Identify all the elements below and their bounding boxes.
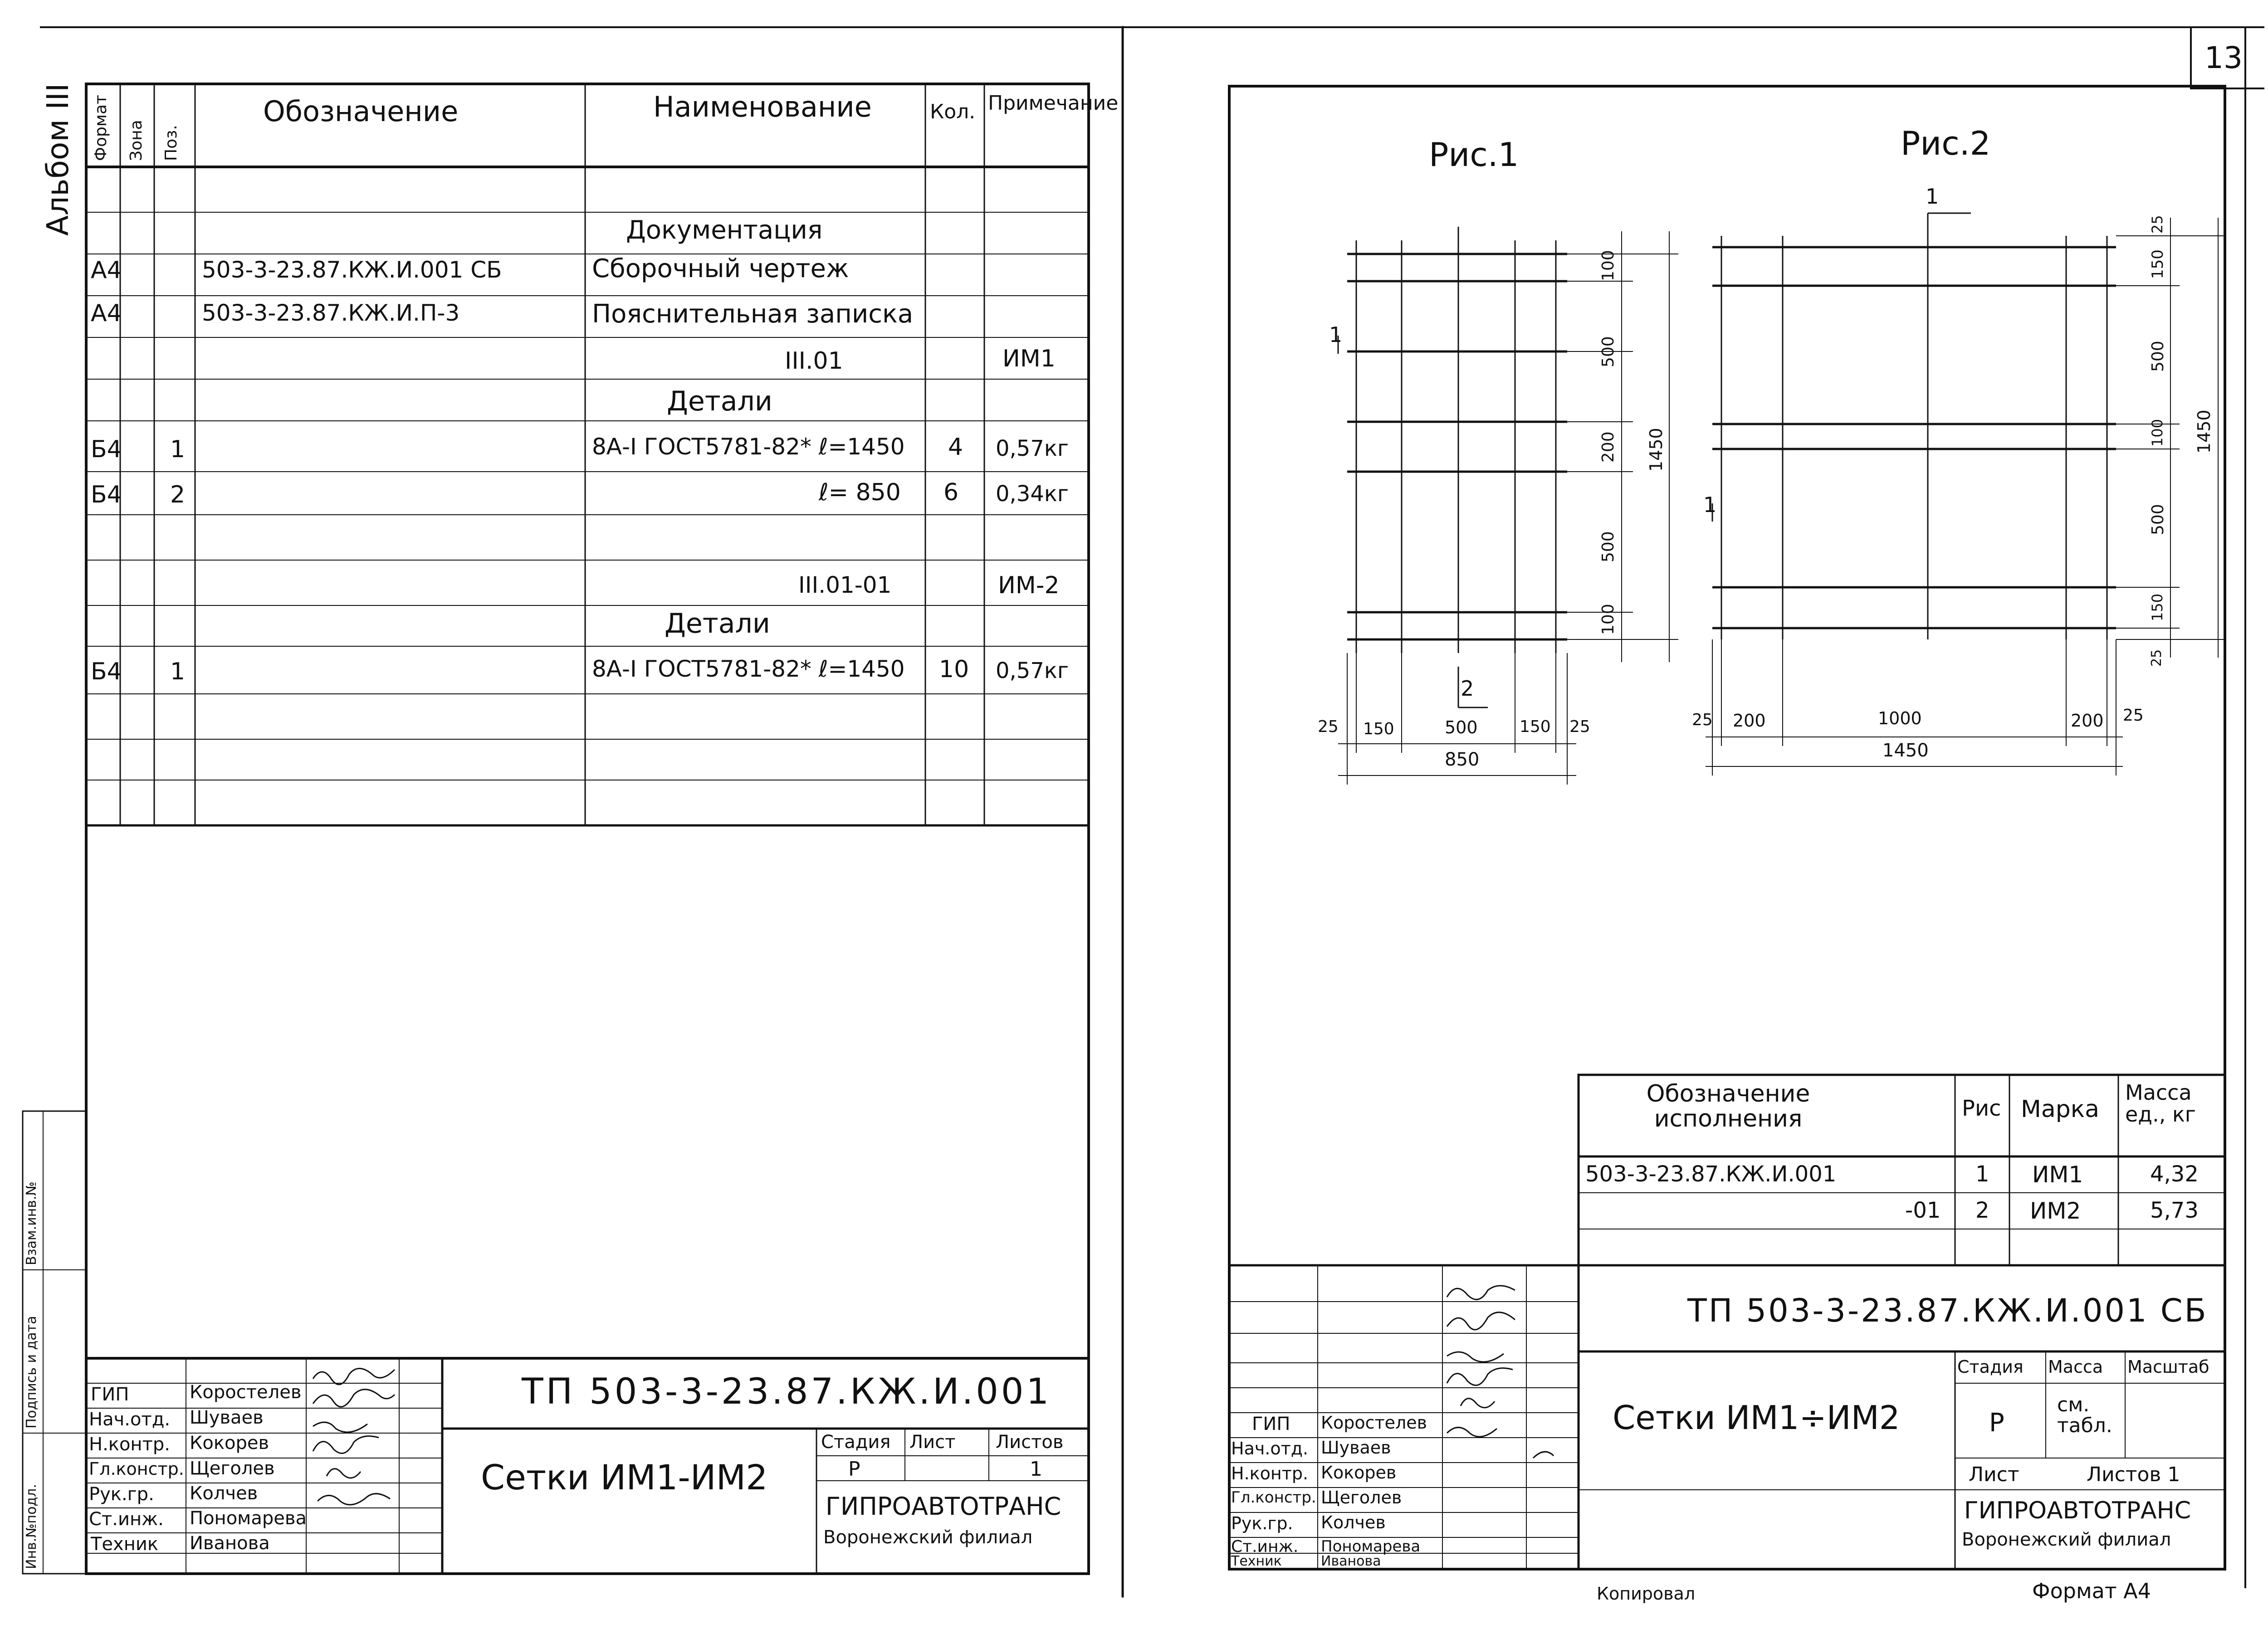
fig1-dim-bottom: 150 [1363, 720, 1394, 738]
left-doc-code: ТП 503-3-23.87.КЖ.И.001 [522, 1371, 1052, 1412]
personnel-name: Коростелев [190, 1382, 302, 1403]
personnel-name: Щеголев [190, 1458, 275, 1479]
right-org: ГИПРОАВТОТРАНС [1964, 1497, 2191, 1524]
spec-row-qty: 10 [939, 656, 969, 683]
spec-row-designation: 503-3-23.87.КЖ.И.001 СБ [202, 257, 502, 283]
fig1-dim-bottom: 25 [1318, 717, 1339, 736]
spec-row-name: Пояснительная записка [592, 299, 914, 329]
spec-row-name: 8А-I ГОСТ5781-82* ℓ=1450 [592, 656, 905, 682]
fig2-dim-right: 150 [2149, 593, 2166, 621]
spec-row-format: Б4 [91, 436, 122, 463]
right-doc-code: ТП 503-3-23.87.КЖ.И.001 СБ [1687, 1292, 2208, 1329]
personnel-name: Щеголев [1321, 1488, 1402, 1507]
personnel-name: Шуваев [1321, 1438, 1391, 1458]
left-sheets-header: Листов [996, 1432, 1064, 1453]
fig2-dim-right: 25 [2149, 215, 2166, 234]
fig1-total-width: 850 [1445, 749, 1480, 770]
right-scale-header: Масштаб [2127, 1357, 2209, 1377]
spec-row-pos: 1 [170, 658, 186, 685]
spec-row-name: ℓ= 850 [819, 479, 901, 506]
fig2-total-width: 1450 [1882, 740, 1929, 761]
spec-row-designation: 503-3-23.87.КЖ.И.П-3 [202, 300, 460, 326]
exec-header-designation: Обозначение исполнения [1646, 1080, 1810, 1132]
personnel-name: Кокорев [190, 1433, 269, 1454]
personnel-role: Рук.гр. [89, 1484, 154, 1505]
fig2-mesh [1706, 213, 2225, 776]
fig1-dim-bottom: 500 [1445, 717, 1478, 737]
fig2-dim-bottom: 200 [2071, 711, 2104, 731]
spec-row-note: 0,57кг [996, 436, 1069, 461]
fig2-dim-right: 100 [2149, 419, 2166, 447]
personnel-role: Техник [91, 1534, 159, 1555]
header-qty: Кол. [930, 100, 976, 123]
exec-row-fig: 1 [1975, 1161, 1989, 1187]
personnel-role: Ст.инж. [1231, 1537, 1299, 1556]
fig1-section-1: 1 [1329, 322, 1343, 347]
personnel-name: Колчев [190, 1483, 258, 1504]
fig2-section-1-side: 1 [1703, 493, 1717, 517]
fig1-title: Рис.1 [1429, 136, 1519, 174]
fig1-dim-bottom: 25 [1569, 717, 1590, 736]
header-designation: Обозначение [263, 95, 459, 128]
fig2-dim-bottom: 25 [2123, 706, 2144, 725]
footer-format: Формат А4 [2032, 1579, 2151, 1603]
fig1-dim-right: 500 [1599, 531, 1618, 562]
right-branch: Воронежский филиал [1962, 1529, 2171, 1550]
header-note: Примечание [988, 92, 1119, 115]
exec-row-mark: ИМ1 [2032, 1161, 2083, 1188]
fig2-section-1: 1 [1926, 184, 1939, 209]
spec-row-name: 8А-I ГОСТ5781-82* ℓ=1450 [592, 434, 905, 460]
personnel-name: Шуваев [190, 1407, 264, 1428]
right-doc-title: Сетки ИМ1÷ИМ2 [1613, 1399, 1900, 1437]
fig1-dim-right: 100 [1599, 250, 1618, 281]
personnel-role: Техник [1231, 1553, 1282, 1569]
left-sheet-header: Лист [909, 1432, 956, 1453]
exec-header-mark: Марка [2021, 1096, 2100, 1123]
right-mass-header: Масса [2048, 1357, 2103, 1377]
fig1-total-height: 1450 [1646, 428, 1666, 472]
personnel-role: Гл.констр. [89, 1459, 184, 1479]
left-stage-value: Р [848, 1458, 860, 1481]
fig1-mesh [1338, 227, 1678, 785]
exec-row-mass: 4,32 [2150, 1161, 2199, 1187]
spec-row-name: III.01-01 [798, 572, 892, 598]
personnel-role: Ст.инж. [89, 1509, 164, 1530]
exec-row-mark: ИМ2 [2030, 1198, 2081, 1224]
personnel-name: Кокорев [1321, 1463, 1397, 1483]
personnel-name: Иванова [1321, 1553, 1381, 1569]
fig2-dim-right: 500 [2149, 341, 2167, 372]
fig1-dim-bottom: 150 [1520, 717, 1551, 736]
right-sheet-label: Лист [1969, 1463, 2019, 1486]
right-sheets-label: Листов 1 [2087, 1463, 2180, 1486]
fig2-dim-right: 500 [2149, 504, 2167, 535]
fig2-total-height: 1450 [2194, 410, 2214, 454]
left-doc-title: Сетки ИМ1-ИМ2 [481, 1457, 768, 1497]
footer-copied: Копировал [1597, 1584, 1696, 1604]
personnel-role: Н.контр. [1231, 1463, 1309, 1483]
exec-row-fig: 2 [1975, 1198, 1989, 1223]
fig2-dim-bottom: 200 [1733, 711, 1766, 731]
right-stage-value: Р [1989, 1408, 2004, 1438]
personnel-name: Пономарева [1321, 1537, 1421, 1556]
personnel-name: Коростелев [1321, 1413, 1427, 1433]
personnel-role: ГИП [1252, 1414, 1290, 1434]
personnel-role: Рук.гр. [1231, 1513, 1293, 1533]
left-sheets-value: 1 [1030, 1458, 1042, 1481]
personnel-role: ГИП [91, 1384, 129, 1405]
stamp-signature-date: Подпись и дата [24, 1316, 39, 1429]
exec-row-designation: 503-3-23.87.КЖ.И.001 [1585, 1161, 1837, 1187]
spec-row-note: ИМ-2 [998, 572, 1060, 599]
stamp-replaced-inv: Взам.инв.№ [24, 1181, 39, 1265]
fig2-title: Рис.2 [1901, 124, 1991, 162]
fig2-dim-right: 150 [2149, 249, 2167, 279]
spec-row-note: ИМ1 [1002, 345, 1056, 372]
fig1-section-2: 2 [1461, 676, 1474, 701]
stamp-inv-no: Инв.№подл. [24, 1484, 39, 1569]
fig2-dim-bottom: 1000 [1878, 708, 1922, 728]
spec-row-name: III.01 [785, 347, 843, 375]
personnel-name: Иванова [190, 1533, 270, 1554]
spec-row-qty: 4 [948, 434, 963, 461]
header-format: Формат [92, 94, 110, 161]
right-stage-header: Стадия [1957, 1357, 2024, 1377]
fig1-dim-right: 200 [1599, 431, 1618, 463]
spec-row-name: Детали [667, 385, 772, 417]
fig2-dim-bottom: 25 [1692, 711, 1713, 729]
fig1-dim-right: 100 [1599, 604, 1618, 635]
header-name: Наименование [653, 90, 872, 123]
spec-row-qty: 6 [943, 479, 959, 506]
spec-row-note: 0,34кг [996, 481, 1069, 507]
left-stage-header: Стадия [821, 1432, 891, 1453]
spec-row-note: 0,57кг [996, 658, 1069, 683]
spec-row-format: А4 [91, 257, 122, 284]
spec-row-format: Б4 [91, 658, 122, 685]
personnel-role: Нач.отд. [89, 1409, 171, 1430]
personnel-role: Н.контр. [89, 1434, 170, 1455]
page-number: 13 [2204, 40, 2243, 75]
header-zone: Зона [127, 120, 146, 161]
spec-row-name: Документация [626, 215, 823, 245]
exec-header-fig: Рис [1962, 1096, 2001, 1121]
exec-row-designation: -01 [1905, 1198, 1941, 1223]
exec-row-mass: 5,73 [2150, 1198, 2199, 1223]
spec-row-name: Сборочный чертеж [592, 254, 849, 283]
personnel-role: Нач.отд. [1231, 1439, 1309, 1458]
spec-row-name: Детали [665, 608, 770, 639]
spec-row-format: А4 [91, 300, 122, 327]
spec-row-pos: 1 [170, 436, 186, 463]
fig1-dim-right: 500 [1599, 336, 1618, 367]
left-org: ГИПРОАВТОТРАНС [826, 1492, 1061, 1521]
exec-header-mass: Масса ед., кг [2125, 1080, 2196, 1127]
personnel-name: Колчев [1321, 1512, 1386, 1532]
album-label: Альбом III [40, 83, 75, 236]
personnel-name: Пономарева [190, 1508, 307, 1529]
fig2-dim-right: 25 [2149, 649, 2165, 667]
left-branch: Воронежский филиал [823, 1527, 1033, 1548]
header-pos: Поз. [162, 125, 181, 161]
personnel-role: Гл.констр. [1231, 1488, 1316, 1507]
spec-row-format: Б4 [91, 481, 122, 508]
spec-row-pos: 2 [170, 481, 186, 508]
right-mass-value: см. табл. [2057, 1393, 2112, 1438]
